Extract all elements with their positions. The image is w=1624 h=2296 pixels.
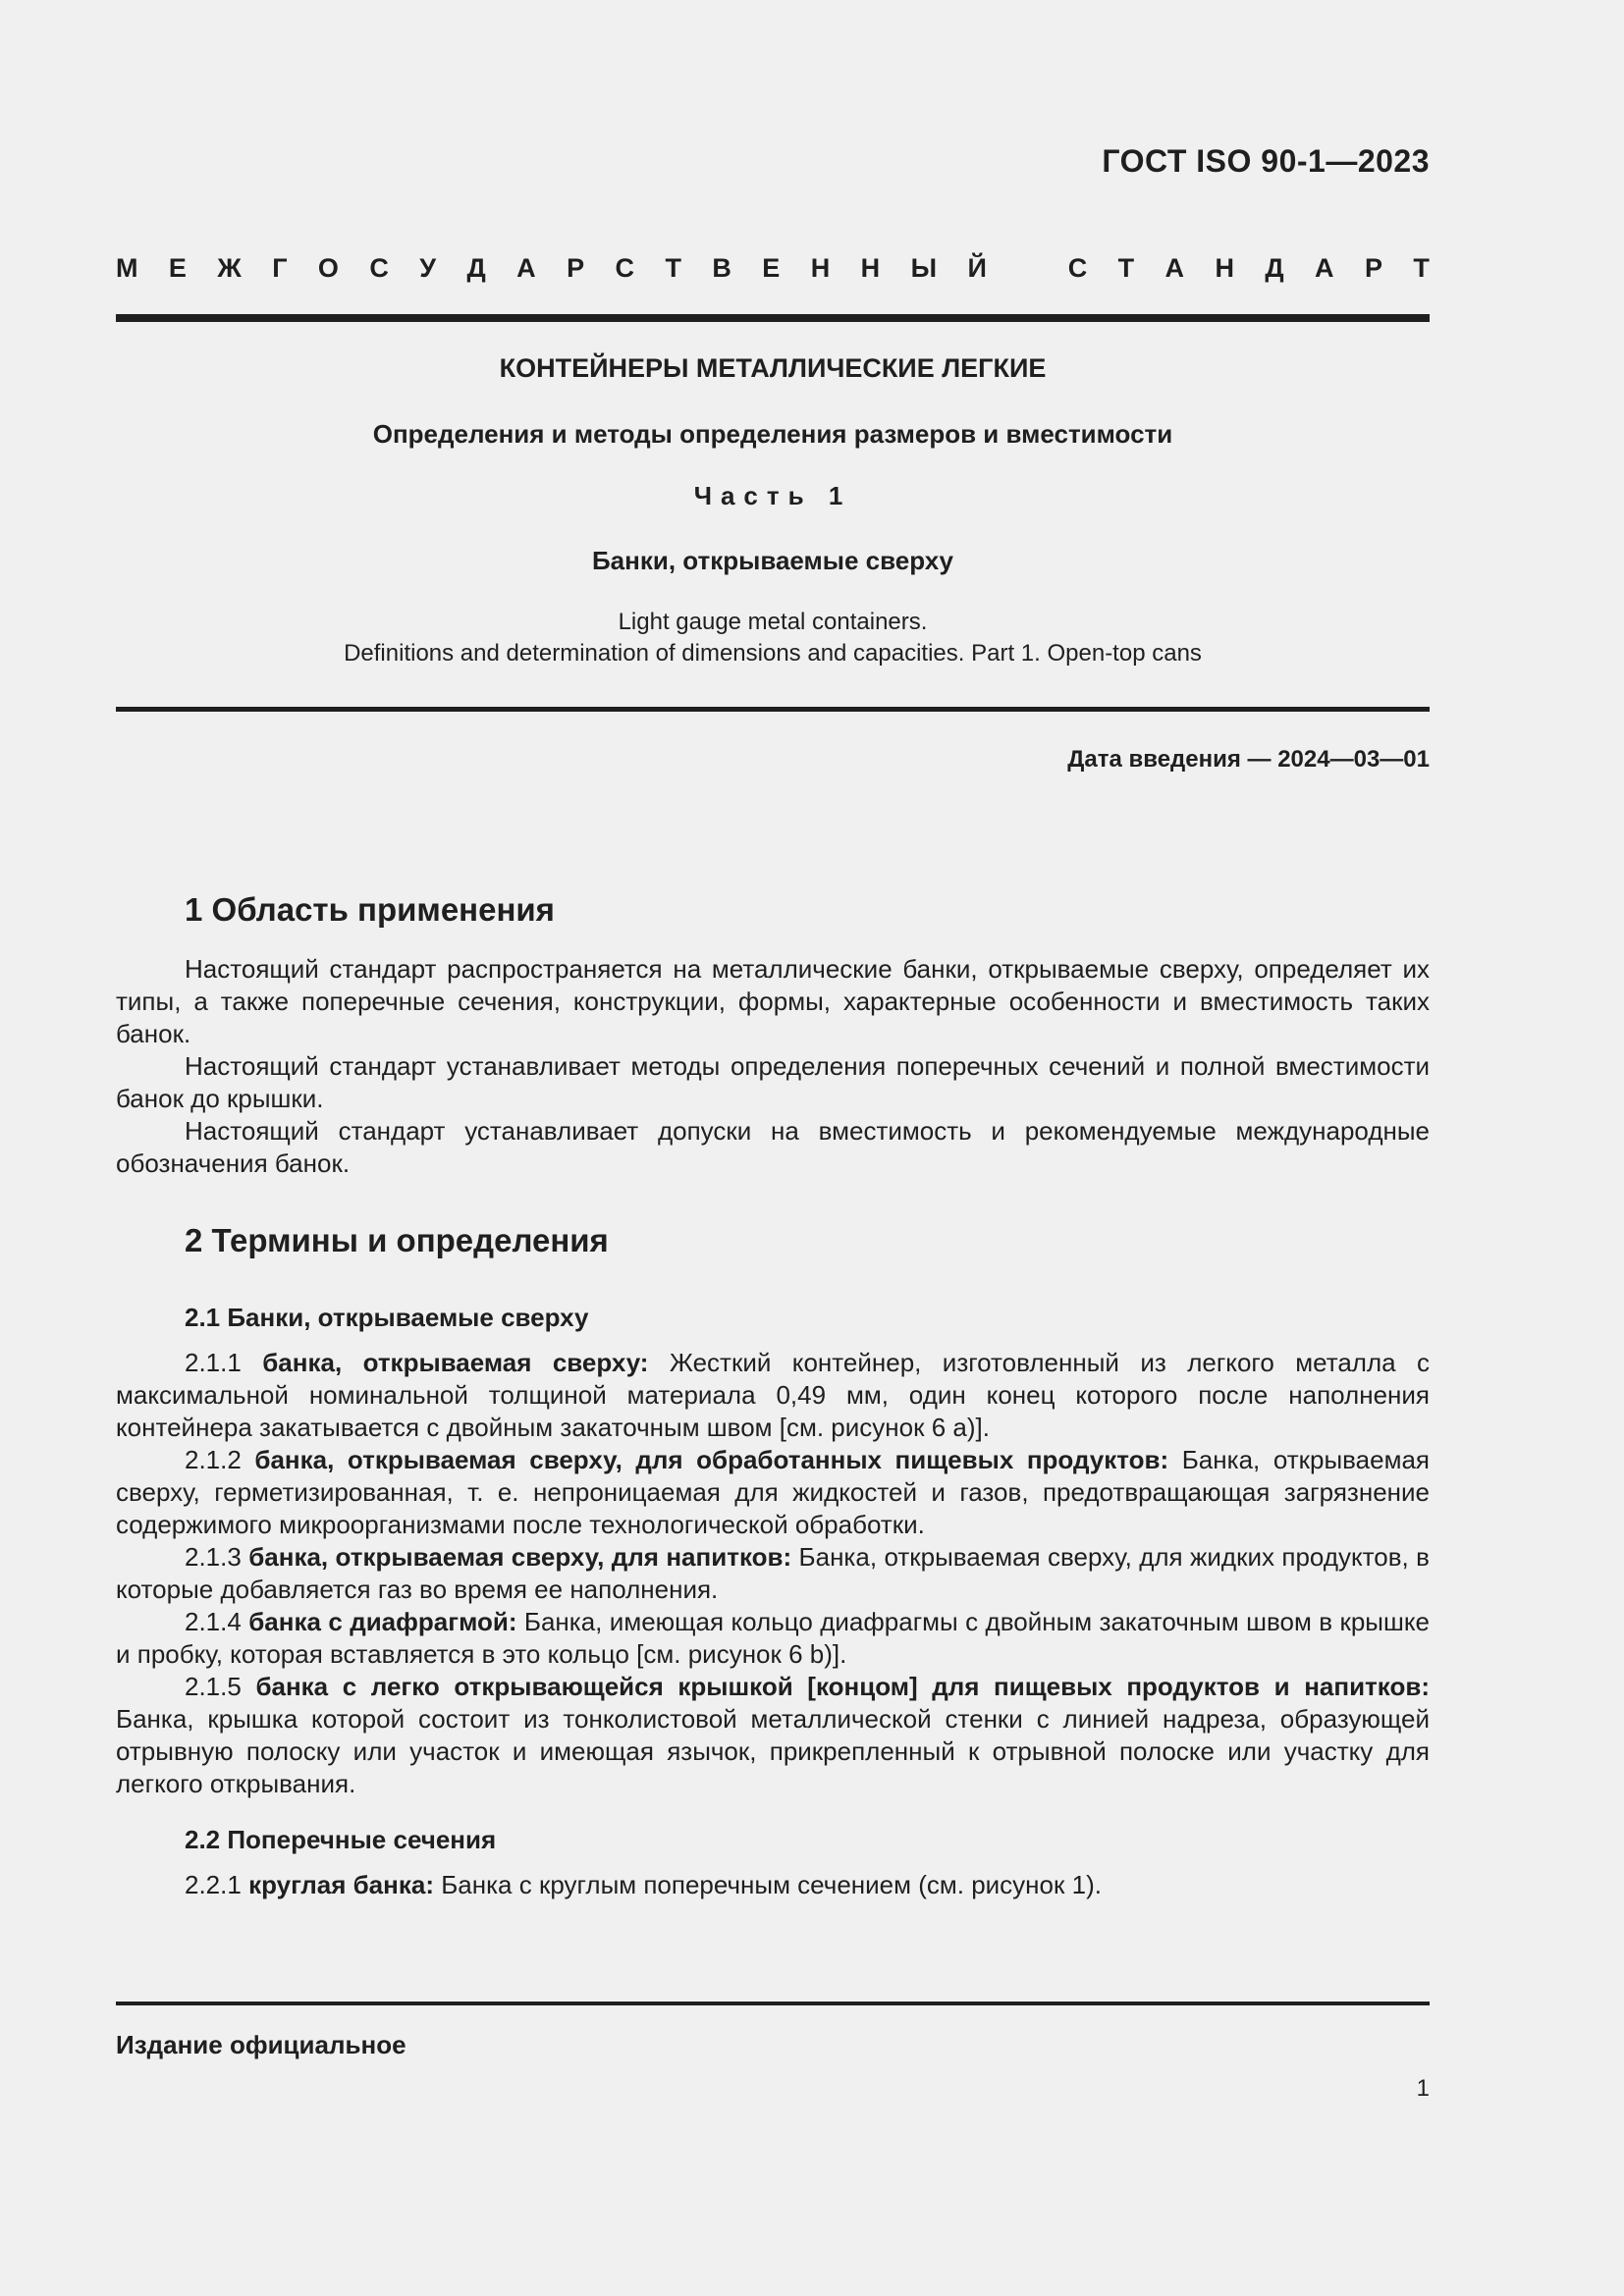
definition-text: Банка, открываемая сверху, для жидких продуктов, в которые добавляется газ во время ее наполнения. bbox=[116, 1542, 1430, 1604]
interstate-letter: Е bbox=[762, 253, 781, 283]
interstate-letter: Т bbox=[1413, 253, 1430, 283]
interstate-letter: Т bbox=[665, 253, 681, 283]
interstate-letter: Е bbox=[168, 253, 187, 283]
definition-text: Банка с круглым поперечным сечением (см. рисунок 1). bbox=[433, 1870, 1102, 1899]
interstate-letter: Й bbox=[967, 253, 987, 283]
interstate-letter: Н bbox=[810, 253, 831, 283]
english-title-line-2: Definitions and determination of dimensions and capacities. Part 1. Open-top cans bbox=[344, 640, 1202, 667]
definition-text: Банка, крышка которой состоит из тонколистовой металлической стенки с линией надреза, образующей отрывную полоску или участок и имеющая язычок, прикрепленный к отрывной полоске или участку для легкого открывания. bbox=[116, 1704, 1430, 1798]
interstate-letter: У bbox=[419, 253, 437, 283]
interstate-letter: Д bbox=[1265, 253, 1284, 283]
definition-term: банка, открываемая сверху: bbox=[262, 1348, 649, 1377]
definition-term: банка с легко открывающейся крышкой [концом] для пищевых продуктов и напитков: bbox=[255, 1672, 1430, 1701]
introduction-date: Дата введения — 2024—03—01 bbox=[1067, 746, 1430, 773]
interstate-letter: В bbox=[712, 253, 731, 283]
interstate-letter: Ы bbox=[910, 253, 938, 283]
interstate-letter: Н bbox=[1215, 253, 1234, 283]
definition-2-1-4 bbox=[116, 1606, 1430, 1671]
title-subtitle: Определения и методы определения размеров и вместимости bbox=[372, 419, 1173, 449]
official-edition-label: Издание официальное bbox=[116, 2030, 406, 2059]
interstate-letter: С bbox=[1067, 253, 1088, 283]
interstate-letter bbox=[1017, 253, 1037, 284]
title-main: КОНТЕЙНЕРЫ МЕТАЛЛИЧЕСКИЕ ЛЕГКИЕ bbox=[499, 353, 1047, 383]
english-title bbox=[116, 607, 1430, 669]
definition-text: Банка, открываемая сверху, герметизированная, т. е. непроницаемая для жидкостей и газов, предотвращающая загрязнение содержимого микроорганизмами после технологической обработки. bbox=[116, 1445, 1430, 1539]
section-1-heading: 1 Область применения bbox=[185, 891, 555, 928]
header-rule bbox=[116, 314, 1430, 322]
interstate-letter: Р bbox=[1364, 253, 1382, 283]
interstate-letter: Н bbox=[860, 253, 881, 283]
footer-rule bbox=[116, 2002, 1430, 2005]
interstate-letter: А bbox=[1164, 253, 1185, 283]
page-number: 1 bbox=[1416, 2075, 1430, 2102]
interstate-letter: С bbox=[615, 253, 635, 283]
part-title: Банки, открываемые сверху bbox=[591, 546, 954, 575]
document-number: ГОСТ ISO 90-1—2023 bbox=[1102, 143, 1430, 179]
part-label: Часть 1 bbox=[693, 481, 852, 510]
interstate-letter: О bbox=[317, 253, 339, 283]
section-1-paragraph: Настоящий стандарт устанавливает методы определения поперечных сечений и полной вместимости банок до крышки. bbox=[116, 1051, 1430, 1113]
document-body bbox=[116, 888, 1430, 1901]
definition-2-1-1 bbox=[116, 1347, 1430, 1444]
definition-term: банка, открываемая сверху, для обработанных пищевых продуктов: bbox=[254, 1445, 1169, 1474]
interstate-letter: Ж bbox=[217, 253, 242, 283]
definition-number: 2.1.1 bbox=[185, 1348, 263, 1377]
interstate-standard-label bbox=[116, 253, 1430, 284]
definition-number: 2.1.2 bbox=[185, 1445, 255, 1474]
definition-text: Жесткий контейнер, изготовленный из легкого металла с максимальной номинальной толщиной материала 0,49 мм, один конец которого после наполнения контейнера закатывается с двойным закаточным швом [см. рисунок 6 a)]. bbox=[116, 1348, 1430, 1442]
interstate-letter: Т bbox=[1117, 253, 1135, 283]
definition-text: Банка, имеющая кольцо диафрагмы с двойным закаточным швом в крышке и пробку, которая вставляется в это кольцо [см. рисунок 6 b)]. bbox=[116, 1607, 1430, 1669]
interstate-letter: А bbox=[1315, 253, 1334, 283]
definition-term: банка, открываемая сверху, для напитков: bbox=[248, 1542, 792, 1572]
interstate-letter: Р bbox=[567, 253, 585, 283]
subsection-2-1-heading: 2.1 Банки, открываемые сверху bbox=[185, 1303, 589, 1332]
subsection-2-2-heading: 2.2 Поперечные сечения bbox=[185, 1825, 497, 1854]
definition-number: 2.1.5 bbox=[185, 1672, 256, 1701]
title-rule bbox=[116, 707, 1430, 712]
definition-number: 2.1.3 bbox=[185, 1542, 249, 1572]
interstate-letter: С bbox=[369, 253, 389, 283]
definition-2-1-5 bbox=[116, 1671, 1430, 1800]
definition-term: круглая банка: bbox=[248, 1870, 434, 1899]
section-1-paragraph: Настоящий стандарт устанавливает допуски на вместимость и рекомендуемые международные обозначения банок. bbox=[116, 1116, 1430, 1178]
definition-2-1-3 bbox=[116, 1541, 1430, 1606]
definition-term: банка с диафрагмой: bbox=[248, 1607, 517, 1636]
interstate-letter: Д bbox=[466, 253, 486, 283]
interstate-letter: Г bbox=[272, 253, 288, 283]
interstate-letter: А bbox=[516, 253, 536, 283]
section-1-paragraph: Настоящий стандарт распространяется на металлические банки, открываемые сверху, определяет их типы, а также поперечные сечения, конструкции, формы, характерные особенности и вместимость таких банок. bbox=[116, 954, 1430, 1048]
english-title-line-1: Light gauge metal containers. bbox=[618, 609, 928, 635]
definition-2-1-2 bbox=[116, 1444, 1430, 1541]
definition-number: 2.2.1 bbox=[185, 1870, 249, 1899]
section-2-heading: 2 Термины и определения bbox=[185, 1222, 609, 1258]
interstate-letter: М bbox=[116, 253, 138, 283]
definition-2-2-1 bbox=[116, 1869, 1430, 1901]
definition-number: 2.1.4 bbox=[185, 1607, 249, 1636]
